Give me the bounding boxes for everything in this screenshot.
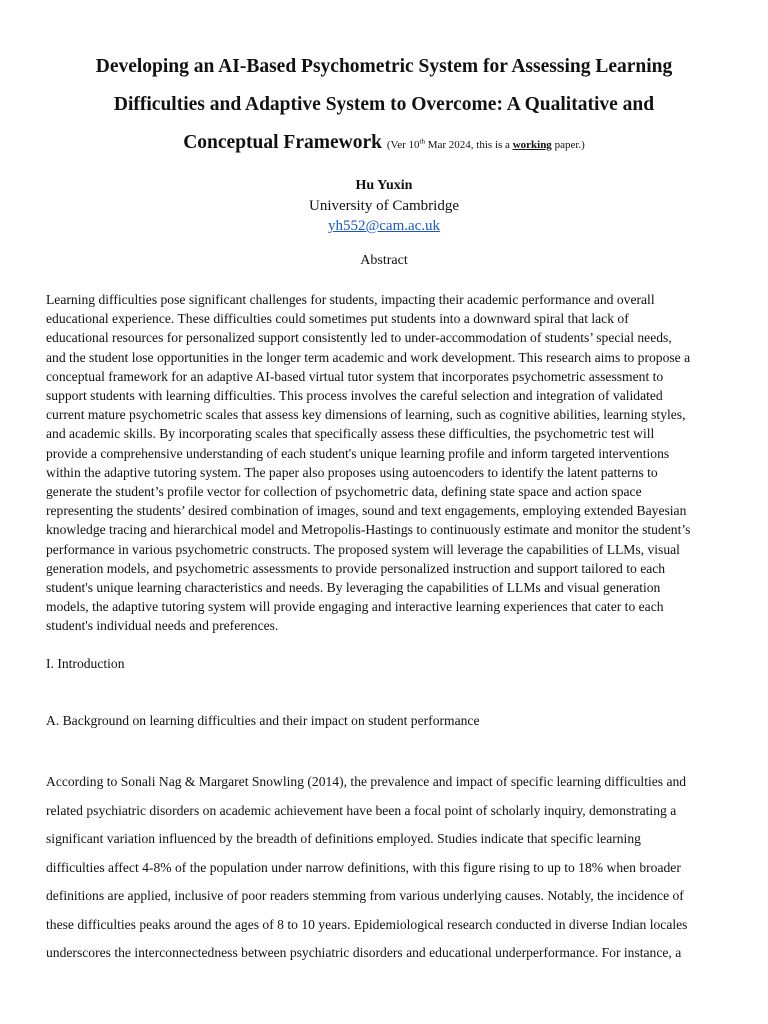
title-line-3-text: Conceptual Framework bbox=[183, 132, 382, 153]
version-note bbox=[387, 139, 585, 151]
introduction-body bbox=[46, 768, 736, 968]
abstract-body bbox=[46, 290, 736, 636]
abstract-line: within the adaptive tutoring system. The paper also proposes using autoencoders to identify the latent patterns to bbox=[46, 464, 658, 480]
abstract-heading: Abstract bbox=[360, 253, 408, 268]
intro-line: these difficulties peaks around the ages of 8 to 10 years. Epidemiological research conducted in diverse Indian locales bbox=[46, 916, 688, 932]
version-note-superscript: th bbox=[419, 137, 425, 146]
author-affiliation: University of Cambridge bbox=[309, 198, 459, 214]
version-note-emphasis: working bbox=[512, 139, 552, 151]
abstract-line: generation models, and psychometric assessments to provide personalized instruction and support tailored to each bbox=[46, 560, 666, 576]
intro-line: underscores the interconnectedness between psychiatric disorders and educational underperformance. For instance, a bbox=[46, 945, 682, 960]
intro-line: difficulties affect 4-8% of the population under narrow definitions, with this figure rising to up to 18% when broader bbox=[46, 859, 681, 875]
version-note-suffix: paper.) bbox=[551, 139, 585, 151]
paper-title bbox=[40, 48, 728, 164]
intro-line: significant variation influenced by the breadth of definitions employed. Studies indicate that specific learning bbox=[46, 831, 641, 846]
title-line-3 bbox=[40, 124, 728, 164]
abstract-line: models, the adaptive tutoring system will provide engaging and interactive learning experiences that cater to each bbox=[46, 599, 664, 615]
abstract-line: and the student lose opportunities in the longer term academic and work development. This research aims to propose a bbox=[46, 349, 691, 365]
section-heading-introduction: I. Introduction bbox=[46, 656, 125, 671]
abstract-line: student's unique learning characteristics and needs. By leveraging the capabilities of LLMs and visual generation bbox=[46, 580, 661, 596]
abstract-line: student's individual needs and preferences. bbox=[46, 618, 279, 634]
intro-line: related psychiatric disorders on academic achievement have been a focal point of scholarly inquiry, demonstrating a bbox=[46, 802, 677, 818]
intro-line: According to Sonali Nag & Margaret Snowling (2014), the prevalence and impact of specific learning difficulties and bbox=[46, 774, 687, 789]
abstract-line: representing the students’ desired combination of images, sound and text engagements, employing extended Bayesian bbox=[46, 503, 687, 519]
abstract-line: generate the student’s profile vector for collection of psychometric data, defining state space and action space bbox=[46, 484, 642, 500]
author-name: Hu Yuxin bbox=[355, 178, 413, 193]
abstract-line: support students with learning difficulties. This process involves the careful selection and integration of validated bbox=[46, 388, 663, 404]
title-line-1: Developing an AI-Based Psychometric System for Assessing Learning bbox=[95, 56, 673, 77]
abstract-line: Learning difficulties pose significant challenges for students, impacting their academic performance and overall bbox=[46, 292, 655, 307]
abstract-line: knowledge tracing and hierarchical model and Metropolis-Hastings to continuously estimate and monitor the student’s bbox=[46, 522, 691, 538]
author-email-link[interactable]: yh552@cam.ac.uk bbox=[327, 218, 441, 234]
subsection-heading-background: A. Background on learning difficulties and their impact on student performance bbox=[46, 713, 480, 728]
intro-line: definitions are applied, inclusive of poor readers stemming from various underlying causes. Notably, the incidence of bbox=[46, 888, 684, 903]
abstract-line: conceptual framework for an adaptive AI-based virtual tutor system that incorporates psychometric assessment to bbox=[46, 368, 664, 384]
version-note-prefix: (Ver 10 bbox=[386, 139, 420, 151]
abstract-line: and academic skills. By incorporating scales that specifically assess these difficulties, the psychometric test will bbox=[46, 426, 655, 442]
abstract-line: provide a comprehensive understanding of each student's unique learning profile and inform targeted interventions bbox=[46, 445, 670, 461]
abstract-line: current mature psychometric scales that assess key dimensions of learning, such as cognitive abilities, learning styles, bbox=[46, 407, 686, 423]
version-note-middle: Mar 2024, this is a bbox=[424, 139, 513, 151]
abstract-line: educational experience. These difficulties could sometimes put students into a downward spiral that lack of bbox=[46, 311, 629, 327]
abstract-line: performance in various psychometric constructs. The proposed system will leverage the capabilities of LLMs, visual bbox=[46, 541, 680, 557]
abstract-line: educational resources for personalized support consistently led to under-accommodation of students’ special needs, bbox=[46, 330, 672, 346]
author-block bbox=[0, 176, 768, 236]
title-line-2: Difficulties and Adaptive System to Overcome: A Qualitative and bbox=[113, 94, 655, 115]
